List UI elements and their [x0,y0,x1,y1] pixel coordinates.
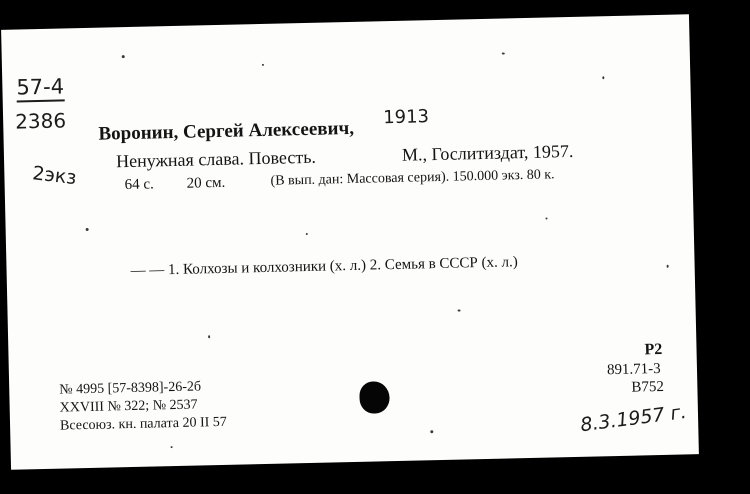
scan-speck [667,265,669,268]
registration-number: № 4995 [57-8398]-26-2б [59,379,202,398]
scan-speck [602,76,604,79]
book-size: 20 см. [186,174,226,192]
scan-speck [208,335,210,338]
subject-headings: — — 1. Колхозы и колхозники (х. л.) 2. Семья в СССР (х. л.) [130,254,518,279]
date-note: 8.3.1957 г. [579,400,688,437]
series-note: (В вып. дан: Массовая серия). 150.000 экз. 80 к. [270,167,555,189]
scan-speck [262,64,264,66]
catalog-card [1,14,699,469]
title-statement: Ненужная слава. Повесть. [115,146,317,172]
scan-speck [545,218,547,220]
class-code-udc: 891.71-3 [606,360,661,379]
ink-blot [359,381,390,414]
scan-speck [458,310,461,312]
scan-speck [86,228,89,231]
registry-reference: XXVIII № 322; № 2537 [59,397,198,416]
chamber-stamp: Всесоюз. кн. палата 20 II 57 [59,414,228,434]
scan-speck [171,446,173,448]
author-mark: В752 [631,378,665,396]
author-heading: Воронин, Сергей Алексеевич, [98,117,355,145]
scan-speck [430,430,433,433]
page-count: 64 с. [124,176,154,194]
copies-note: 2экз [31,162,78,190]
scan-speck [122,55,125,58]
imprint: М., Гослитиздат, 1957. [401,140,574,165]
scan-speck [306,233,308,235]
scan-speck [502,52,505,54]
call-number-top: 57-4 [16,74,64,102]
birth-year-note: 1913 [382,106,430,129]
call-number-bottom: 2386 [14,108,67,134]
class-code-r2: Р2 [644,340,663,359]
